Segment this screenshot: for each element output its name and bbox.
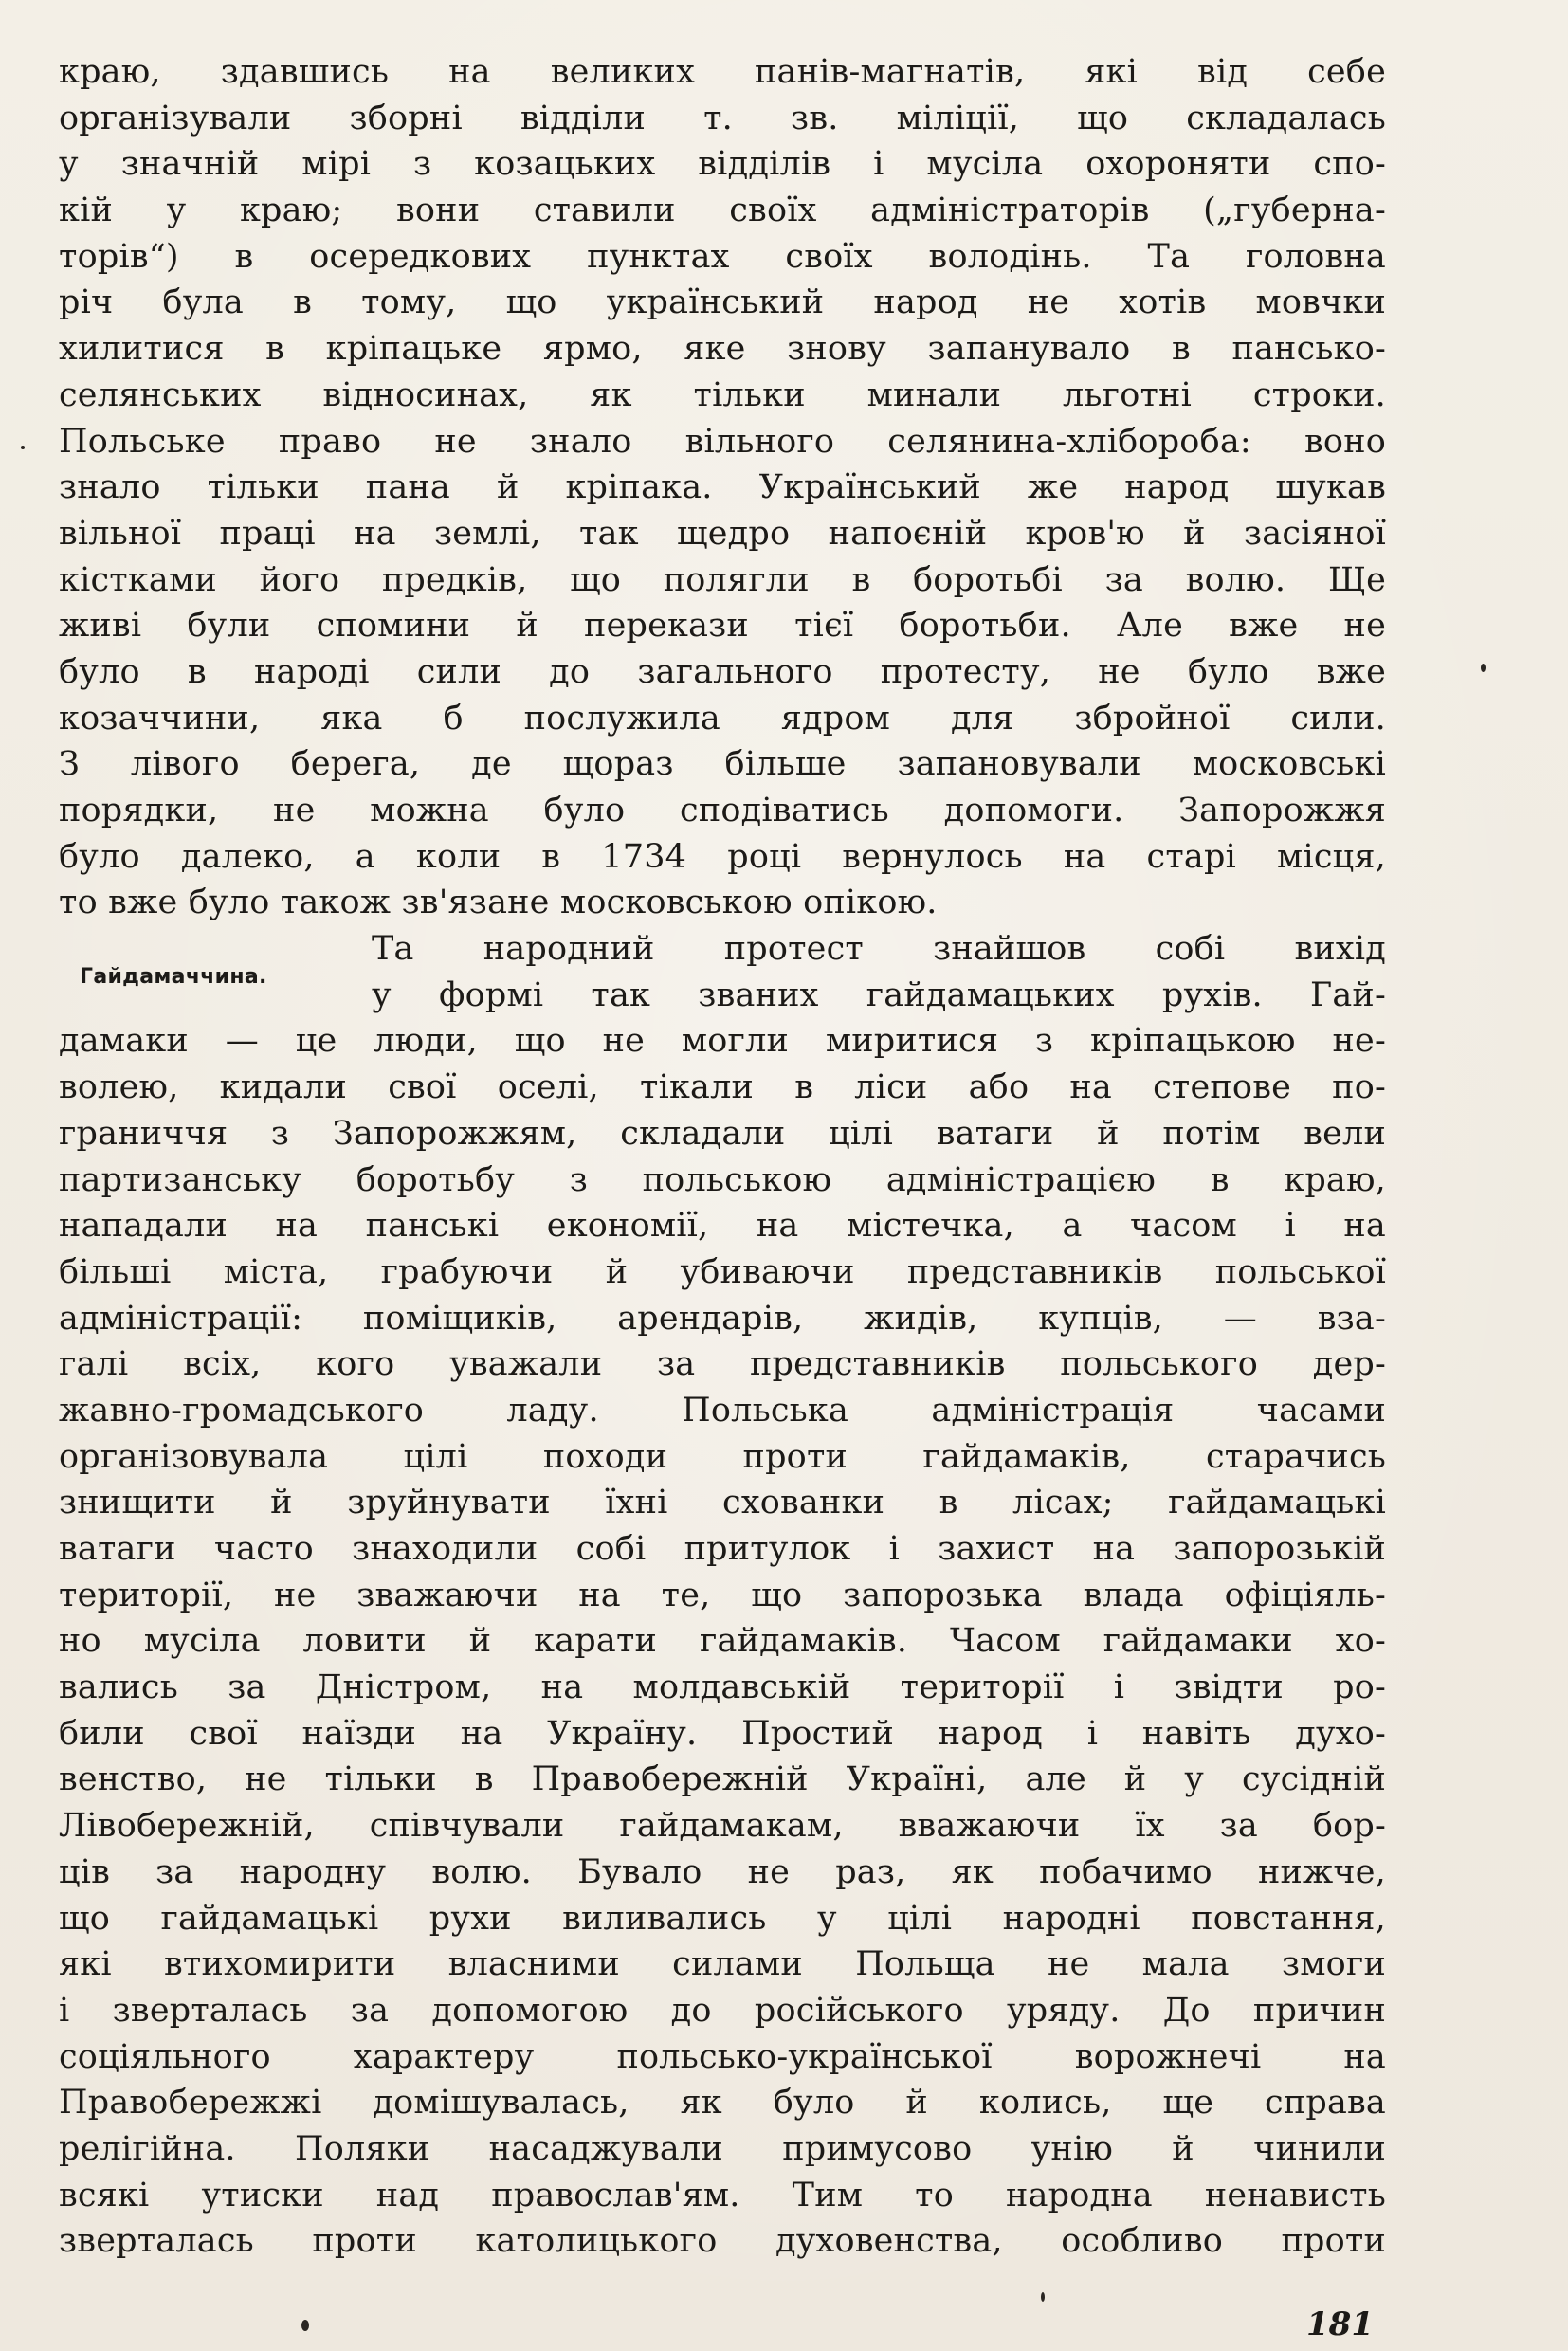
text-line: знищити й зруйнувати їхні схованки в лісах; гайдамацькі [59, 1484, 1386, 1522]
text-line: жавно-громадського ладу. Польська адміністрація часами [59, 1391, 1386, 1430]
paragraph-2 [59, 926, 1386, 2265]
margin-heading: Гайдамаччина. [80, 965, 267, 989]
print-speck [1041, 2292, 1045, 2302]
page-number: 181 [1306, 2305, 1374, 2343]
text-line: що гайдамацькі рухи виливались у цілі народні повстання, [59, 1899, 1386, 1938]
text-line: хилитися в кріпацьке ярмо, яке знову запанувало в пансько- [59, 330, 1386, 369]
text-line: венство, не тільки в Правобережній Україні, але й у сусідній [59, 1760, 1386, 1799]
text-line: Та народний протест знайшов собі вихід [372, 930, 1386, 969]
text-column [59, 49, 1386, 2265]
text-line: у формі так званих гайдамацьких рухів. Гай- [372, 975, 1386, 1014]
print-speck [1481, 664, 1486, 672]
print-speck [21, 446, 25, 449]
text-line: кістками його предків, що полягли в боротьбі за волю. Ще [59, 560, 1386, 599]
text-line: було далеко, а коли в 1734 році вернулось на старі місця, [59, 837, 1386, 876]
text-line: порядки, не можна було сподіватись допомоги. Запорожжя [59, 792, 1386, 829]
text-line: ців за народну волю. Бувало не раз, як побачимо нижче, [59, 1852, 1386, 1891]
text-line: ватаги часто знаходили собі притулок і захист на запорозькій [59, 1530, 1386, 1568]
text-line: нападали на панські економії, на містечка, а часом і на [59, 1207, 1386, 1246]
paragraph-1 [59, 49, 1386, 926]
text-line: З лівого берега, де щораз більше запановували московські [59, 745, 1386, 784]
text-line: території, не зважаючи на те, що запорозька влада офіціяль- [59, 1576, 1386, 1614]
text-line: вались за Дністром, на молдавській території і звідти ро- [59, 1668, 1386, 1707]
text-line: галі всіх, кого уважали за представників польського дер- [59, 1345, 1386, 1384]
text-line: граниччя з Запорожжям, складали цілі ватаги й потім вели [59, 1114, 1386, 1153]
text-line: зверталась проти католицького духовенства, особливо проти [59, 2222, 1386, 2261]
text-line: Лівобережній, співчували гайдамакам, вважаючи їх за бор- [59, 1807, 1386, 1846]
text-line: соціяльного характеру польсько-української ворожнечі на [59, 2037, 1386, 2076]
text-line: які втихомирити власними силами Польща не мала змоги [59, 1945, 1386, 1984]
text-line: було в народі сили до загального протесту, не було вже [59, 652, 1386, 691]
text-line: козаччини, яка б послужила ядром для збройної сили. [59, 699, 1386, 738]
text-line: знало тільки пана й кріпака. Український же народ шукав [59, 468, 1386, 507]
text-line: у значній мірі з козацьких відділів і мусіла охороняти спо- [59, 145, 1386, 184]
text-line: адміністрації: поміщиків, арендарів, жидів, купців, — вза- [59, 1299, 1386, 1338]
text-line: торів“) в осередкових пунктах своїх володінь. Та головна [59, 237, 1386, 276]
text-line: і зверталась за допомогою до російського уряду. До причин [59, 1991, 1386, 2030]
text-line: живі були спомини й перекази тієї боротьби. Але вже не [59, 607, 1386, 646]
text-line: селянських відносинах, як тільки минали льготні строки. [59, 375, 1386, 414]
text-line: били свої наїзди на Україну. Простий народ і навіть духо- [59, 1714, 1386, 1753]
text-line: партизанську боротьбу з польською адміністрацією в краю, [59, 1160, 1386, 1199]
text-line: всякі утиски над православ'ям. Тим то народна ненависть [59, 2176, 1386, 2214]
text-line: релігійна. Поляки насаджували примусово унію й чинили [59, 2129, 1386, 2168]
text-line: но мусіла ловити й карати гайдамаків. Часом гайдамаки хо- [59, 1622, 1386, 1661]
text-line: дамаки — це люди, що не могли миритися з кріпацькою не- [59, 1022, 1386, 1061]
text-line: кій у краю; вони ставили своїх адміністраторів („губерна- [59, 191, 1386, 230]
text-line: то вже було також зв'язане московською опікою. [59, 884, 938, 922]
print-speck [301, 2320, 309, 2331]
text-line: вільної праці на землі, так щедро напоєній кров'ю й засіяної [59, 514, 1386, 553]
text-line: річ була в тому, що український народ не хотів мовчки [59, 283, 1386, 322]
text-line: краю, здавшись на великих панів-магнатів, які від себе [59, 53, 1386, 91]
text-line: Польське право не знало вільного селянина-хлібороба: воно [59, 422, 1386, 461]
text-line: Правобережжі домішувалась, як було й колись, ще справа [59, 2084, 1386, 2123]
text-line: більші міста, грабуючи й убиваючи представників польської [59, 1252, 1386, 1291]
text-line: організували зборні відділи т. зв. міліції, що складалась [59, 99, 1386, 137]
text-line: організовувала цілі походи проти гайдамаків, старачись [59, 1437, 1386, 1476]
text-line: волею, кидали свої оселі, тікали в ліси або на степове по- [59, 1068, 1386, 1107]
